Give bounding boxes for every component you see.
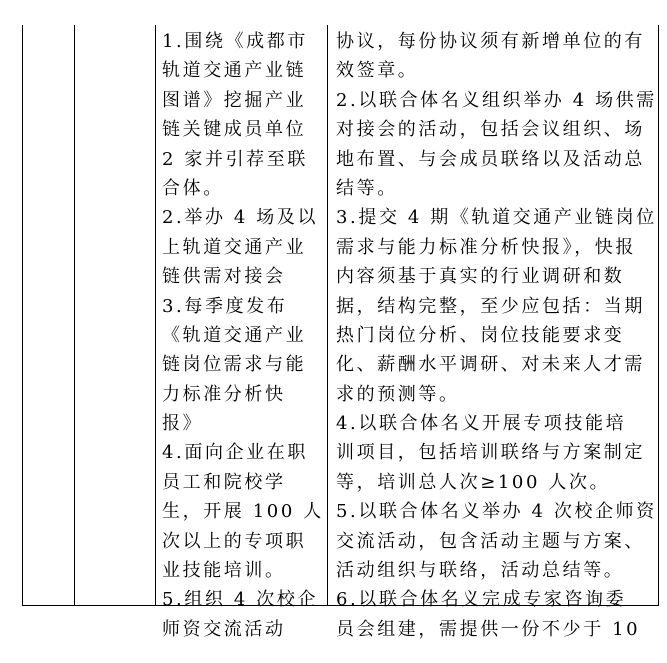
table-column-2 <box>75 25 156 605</box>
text-line: 4.面向企业在职 <box>162 442 308 464</box>
text-line: 3.提交 4 期《轨道交通产业链岗位 <box>336 207 657 229</box>
text-line: 训项目，包括培训联络与方案制定 <box>336 442 645 464</box>
text-line: 力标准分析快 <box>162 383 286 405</box>
table-column-deliverables <box>156 25 328 640</box>
text-line: 链供需对接会 <box>162 266 286 288</box>
text-line: 生，开展 100 人 <box>162 501 324 523</box>
deliverables-cell-text <box>162 27 324 644</box>
text-line: 图谱》挖掘产业 <box>162 89 307 111</box>
text-line: 活动组织与联络，活动总结等。 <box>336 560 625 582</box>
text-line: 5.以联合体名义举办 4 次校企师资 <box>336 501 657 523</box>
text-line: 等，培训总人次≥100 人次。 <box>336 471 611 493</box>
text-line: 次以上的专项职 <box>162 530 307 552</box>
requirements-table <box>22 25 659 640</box>
text-line: 需求与能力标准分析快报》，快报 <box>336 236 636 258</box>
text-line: 2 家并引荐至联 <box>162 148 308 170</box>
text-line: 对接会的活动，包括会议组织、场 <box>336 119 645 141</box>
text-line: 2.以联合体名义组织举办 4 场供需 <box>336 89 657 111</box>
text-line: 链关键成员单位 <box>162 119 307 141</box>
text-line: 热门岗位分析、岗位技能要求变 <box>336 324 625 346</box>
text-line: 师资交流活动 <box>162 618 286 640</box>
text-line: 结等。 <box>336 177 398 199</box>
text-line: 4.以联合体名义开展专项技能培 <box>336 413 627 435</box>
text-line: 交流活动，包含活动主题与方案、 <box>336 530 645 552</box>
acceptance-criteria-cell-text <box>336 27 657 644</box>
text-line: 上轨道交通产业 <box>162 236 307 258</box>
text-line: 内容须基于真实的行业调研和数 <box>336 266 625 288</box>
text-line: 2.举办 4 场及以 <box>162 207 319 229</box>
text-line: 5.组织 4 次校企 <box>162 589 319 611</box>
text-line: 化、薪酬水平调研、对未来人才需 <box>336 354 645 376</box>
text-line: 员工和院校学 <box>162 471 286 493</box>
text-line: 《轨道交通产业 <box>162 324 307 346</box>
text-line: 效签章。 <box>336 60 419 82</box>
text-line: 1.围绕《成都市 <box>162 31 308 52</box>
text-line: 地布置、与会成员联络以及活动总 <box>336 148 645 170</box>
table-column-acceptance-criteria <box>328 25 658 640</box>
text-line: 业技能培训。 <box>162 560 286 582</box>
text-line: 链岗位需求与能 <box>162 354 307 376</box>
text-line: 据，结构完整，至少应包括：当期 <box>336 295 645 317</box>
text-line: 合体。 <box>162 177 224 199</box>
text-line: 轨道交通产业链 <box>162 60 307 82</box>
table-column-1 <box>23 25 75 605</box>
text-line: 报》 <box>162 413 204 435</box>
text-line: 6.以联合体名义完成专家咨询委 <box>336 589 627 611</box>
text-line: 求的预测等。 <box>336 383 460 405</box>
text-line: 协议，每份协议须有新增单位的有 <box>336 31 645 52</box>
text-line: 员会组建，需提供一份不少于 10 <box>336 618 641 640</box>
text-line: 3.每季度发布 <box>162 295 288 317</box>
